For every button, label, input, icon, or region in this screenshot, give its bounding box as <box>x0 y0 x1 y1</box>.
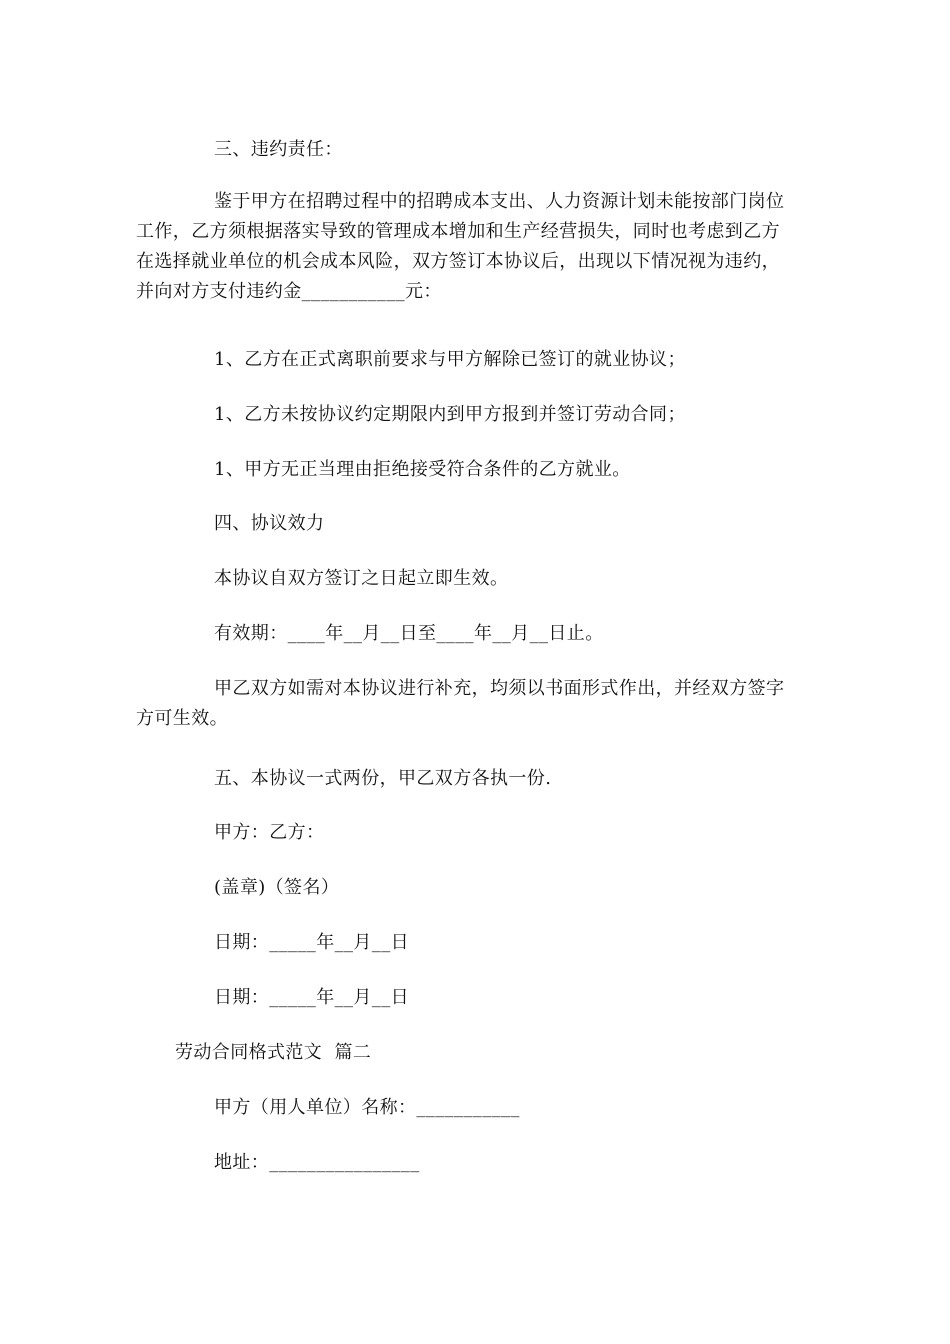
address-label: 地址： <box>214 1152 270 1173</box>
breach-item: 1、乙方在正式离职前要求与甲方解除已签订的就业协议； <box>214 349 686 370</box>
breach-item: 1、乙方未按协议约定期限内到甲方报到并签订劳动合同； <box>214 404 686 425</box>
supplement-line: 方可生效。 <box>136 708 228 729</box>
section5-heading: 五、本协议一式两份，甲乙双方各执一份. <box>214 768 552 789</box>
signature-date-2: 日期：_____年__月__日 <box>214 987 409 1008</box>
part2-title: 劳动合同格式范文 篇二 <box>175 1042 372 1063</box>
penalty-prefix: 并向对方支付违约金 <box>136 281 302 302</box>
section3-intro-line: 工作，乙方须根据落实导致的管理成本增加和生产经营损失，同时也考虑到乙方 <box>136 221 780 242</box>
validity-period: 有效期：____年__月__日至____年__月__日止。 <box>214 623 604 644</box>
employer-name-row <box>214 1093 520 1123</box>
address-row <box>214 1148 420 1178</box>
employer-name-label: 甲方（用人单位）名称： <box>214 1097 417 1118</box>
employer-name-blank: ___________ <box>416 1097 520 1118</box>
signature-date-1: 日期：_____年__月__日 <box>214 932 409 953</box>
penalty-amount-blank: ___________ <box>301 281 406 302</box>
supplement-line: 甲乙双方如需对本协议进行补充，均须以书面形式作出，并经双方签字 <box>214 678 785 699</box>
effective-statement: 本协议自双方签订之日起立即生效。 <box>214 568 509 589</box>
section3-intro-line: 在选择就业单位的机会成本风险，双方签订本协议后，出现以下情况视为违约， <box>136 251 780 272</box>
supplement-paragraph <box>136 674 808 734</box>
signature-parties: 甲方：乙方： <box>214 822 325 843</box>
address-blank: ________________ <box>269 1152 420 1173</box>
signature-seal: (盖章)（签名） <box>214 877 340 898</box>
penalty-suffix: 元： <box>405 281 442 302</box>
section3-intro-line: 鉴于甲方在招聘过程中的招聘成本支出、人力资源计划未能按部门岗位 <box>214 191 785 212</box>
section4-heading: 四、协议效力 <box>214 513 325 534</box>
section3-intro-line-last <box>136 277 808 307</box>
section3-heading: 三、违约责任： <box>214 139 343 160</box>
breach-item: 1、甲方无正当理由拒绝接受符合条件的乙方就业。 <box>214 459 631 480</box>
section3-intro-paragraph <box>136 187 808 307</box>
